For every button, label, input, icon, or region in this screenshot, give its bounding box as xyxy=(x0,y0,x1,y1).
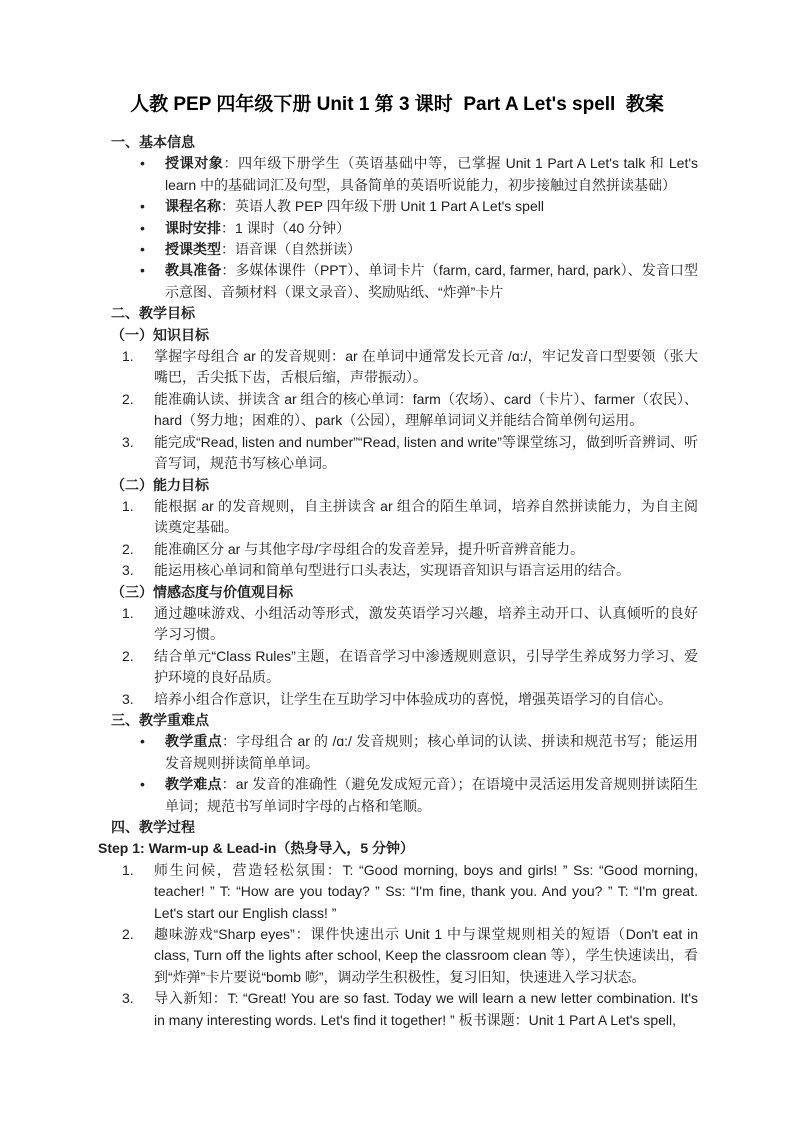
item-text: 师生问候，营造轻松氛围：T: “Good morning, boys and girls! ” Ss: “Good morning, teacher! ” T: “How are you today? ” Ss: “I'm fine, thank you. And you? ” T: “I'm great. Let's start our English class! ” xyxy=(154,861,698,921)
item-text: 能准确认读、拼读含 ar 组合的核心单词：farm（农场）、card（卡片）、farmer（农民）、hard（努力地；困难的）、park（公园），理解单词词义并能结合简单例句运用。 xyxy=(154,390,698,429)
list-item-knowledge-1 xyxy=(96,346,698,389)
list-item-knowledge-3 xyxy=(96,432,698,475)
list-item-audience xyxy=(96,153,698,196)
item-number: 3. xyxy=(122,562,134,579)
item-number: 3. xyxy=(122,690,134,707)
list-item-knowledge-2 xyxy=(96,389,698,432)
item-text: 能根据 ar 的发音规则，自主拼读含 ar 组合的陌生单词，培养自然拼读能力，为自主阅读奠定基础。 xyxy=(154,497,698,536)
list-item-schedule xyxy=(96,218,698,239)
list-item-materials xyxy=(96,260,698,303)
list-item-ability-2 xyxy=(96,539,698,560)
item-text: 导入新知：T: “Great! You are so fast. Today we will learn a new letter combination. It's in many interesting words. Let's find it together! ” 板书课题：Unit 1 Part A Let's spell, xyxy=(154,990,698,1028)
section-heading-basic-info: 一、基本信息 xyxy=(111,134,195,150)
list-item-step1-1 xyxy=(96,860,698,924)
item-label: 课程名称 xyxy=(165,198,221,215)
list-item-emotion-3 xyxy=(96,689,698,710)
bullet-marker: • xyxy=(140,198,145,215)
list-item-key-point xyxy=(96,731,698,774)
bullet-marker: • xyxy=(140,155,145,172)
item-text: ：字母组合 ar 的 /ɑ:/ 发音规则；核心单词的认读、拼读和规范书写；能运用发音规则拼读简单单词。 xyxy=(165,733,698,771)
item-number: 2. xyxy=(122,390,134,407)
item-label: 课时安排 xyxy=(165,219,221,236)
bullet-marker: • xyxy=(140,776,145,793)
item-text: ：1 课时（40 分钟） xyxy=(221,219,351,236)
item-text: 通过趣味游戏、小组活动等形式，激发英语学习兴趣，培养主动开口、认真倾听的良好学习习惯。 xyxy=(154,604,698,643)
item-label: 教学重点 xyxy=(165,733,223,750)
item-text: ：ar 发音的准确性（避免发成短元音）；在语境中灵活运用发音规则拼读陌生单词；规范书写单词时字母的占格和笔顺。 xyxy=(165,776,699,814)
list-item-ability-3 xyxy=(96,560,698,581)
item-label: 教具准备 xyxy=(165,262,222,279)
list-item-step1-3 xyxy=(96,988,698,1031)
item-text: 培养小组合作意识，让学生在互助学习中体验成功的喜悦，增强英语学习的自信心。 xyxy=(154,690,672,707)
item-number: 1. xyxy=(122,497,134,514)
item-number: 3. xyxy=(122,990,134,1007)
item-number: 1. xyxy=(122,604,134,621)
item-number: 2. xyxy=(122,926,134,943)
list-item-emotion-1 xyxy=(96,603,698,646)
item-text: 能运用核心单词和简单句型进行口头表达，实现语音知识与语言运用的结合。 xyxy=(154,562,630,579)
section-heading-key-points: 三、教学重难点 xyxy=(111,711,209,728)
step1-heading: Step 1: Warm-up & Lead-in（热身导入，5 分钟） xyxy=(98,840,415,857)
subsection-heading-ability: （二）能力目标 xyxy=(111,476,209,493)
bullet-marker: • xyxy=(140,733,145,750)
item-text: 结合单元“Class Rules”主题，在语音学习中渗透规则意识，引导学生养成努力学习、爱护环境的良好品质。 xyxy=(154,647,698,686)
item-label: 教学难点 xyxy=(165,776,222,793)
item-number: 2. xyxy=(122,647,134,664)
item-number: 2. xyxy=(122,540,134,557)
section-heading-objectives: 二、教学目标 xyxy=(111,305,195,322)
item-label: 授课类型 xyxy=(165,241,221,258)
list-item-emotion-2 xyxy=(96,646,698,689)
item-text: 趣味游戏“Sharp eyes”：课件快速出示 Unit 1 中与课堂规则相关的短语（Don't eat in class, Turn off the lights after school, Keep the classroom clean 等），学生快速读出，看到“炸弹”卡片要说“bomb 嘭”，调动学生积极性，复习旧知，快速进入学习状态。 xyxy=(154,926,698,985)
list-item-course-name xyxy=(96,196,698,217)
item-number: 1. xyxy=(122,861,134,878)
bullet-marker: • xyxy=(140,262,145,279)
list-item-ability-1 xyxy=(96,496,698,539)
list-item-lesson-type xyxy=(96,239,698,260)
document-title: 人教 PEP 四年级下册 Unit 1 第 3 课时 Part A Let's spell 教案 xyxy=(130,94,664,115)
list-item-difficult-point xyxy=(96,774,698,817)
item-text: ：四年级下册学生（英语基础中等，已掌握 Unit 1 Part A Let's talk 和 Let's learn 中的基础词汇及句型，具备简单的英语听说能力，初步接触过自然拼读基础） xyxy=(165,155,699,193)
subsection-heading-knowledge: （一）知识目标 xyxy=(111,326,209,343)
item-text: 能准确区分 ar 与其他字母/字母组合的发音差异，提升听音辨音能力。 xyxy=(154,540,585,557)
section-heading-process: 四、教学过程 xyxy=(111,819,195,835)
bullet-marker: • xyxy=(140,219,145,236)
bullet-marker: • xyxy=(140,241,145,258)
document-body xyxy=(0,132,794,1031)
item-number: 1. xyxy=(122,348,134,365)
item-text: ：语音课（自然拼读） xyxy=(221,241,361,258)
item-label: 授课对象 xyxy=(165,155,224,172)
item-text: 能完成“Read, listen and number”“Read, listen and write”等课堂练习，做到听音辨词、听音写词，规范书写核心单词。 xyxy=(154,433,698,472)
subsection-heading-emotion: （三）情感态度与价值观目标 xyxy=(111,583,293,600)
list-item-step1-2 xyxy=(96,924,698,988)
item-number: 3. xyxy=(122,433,134,450)
item-text: ：英语人教 PEP 四年级下册 Unit 1 Part A Let's spell xyxy=(221,198,544,215)
item-text: 掌握字母组合 ar 的发音规则：ar 在单词中通常发长元音 /ɑ:/，牢记发音口型要领（张大嘴巴，舌尖抵下齿，舌根后缩，声带振动）。 xyxy=(154,348,698,386)
item-text: ：多媒体课件（PPT）、单词卡片（farm, card, farmer, hard, park）、发音口型示意图、音频材料（课文录音）、奖励贴纸、“炸弹”卡片 xyxy=(165,262,698,300)
